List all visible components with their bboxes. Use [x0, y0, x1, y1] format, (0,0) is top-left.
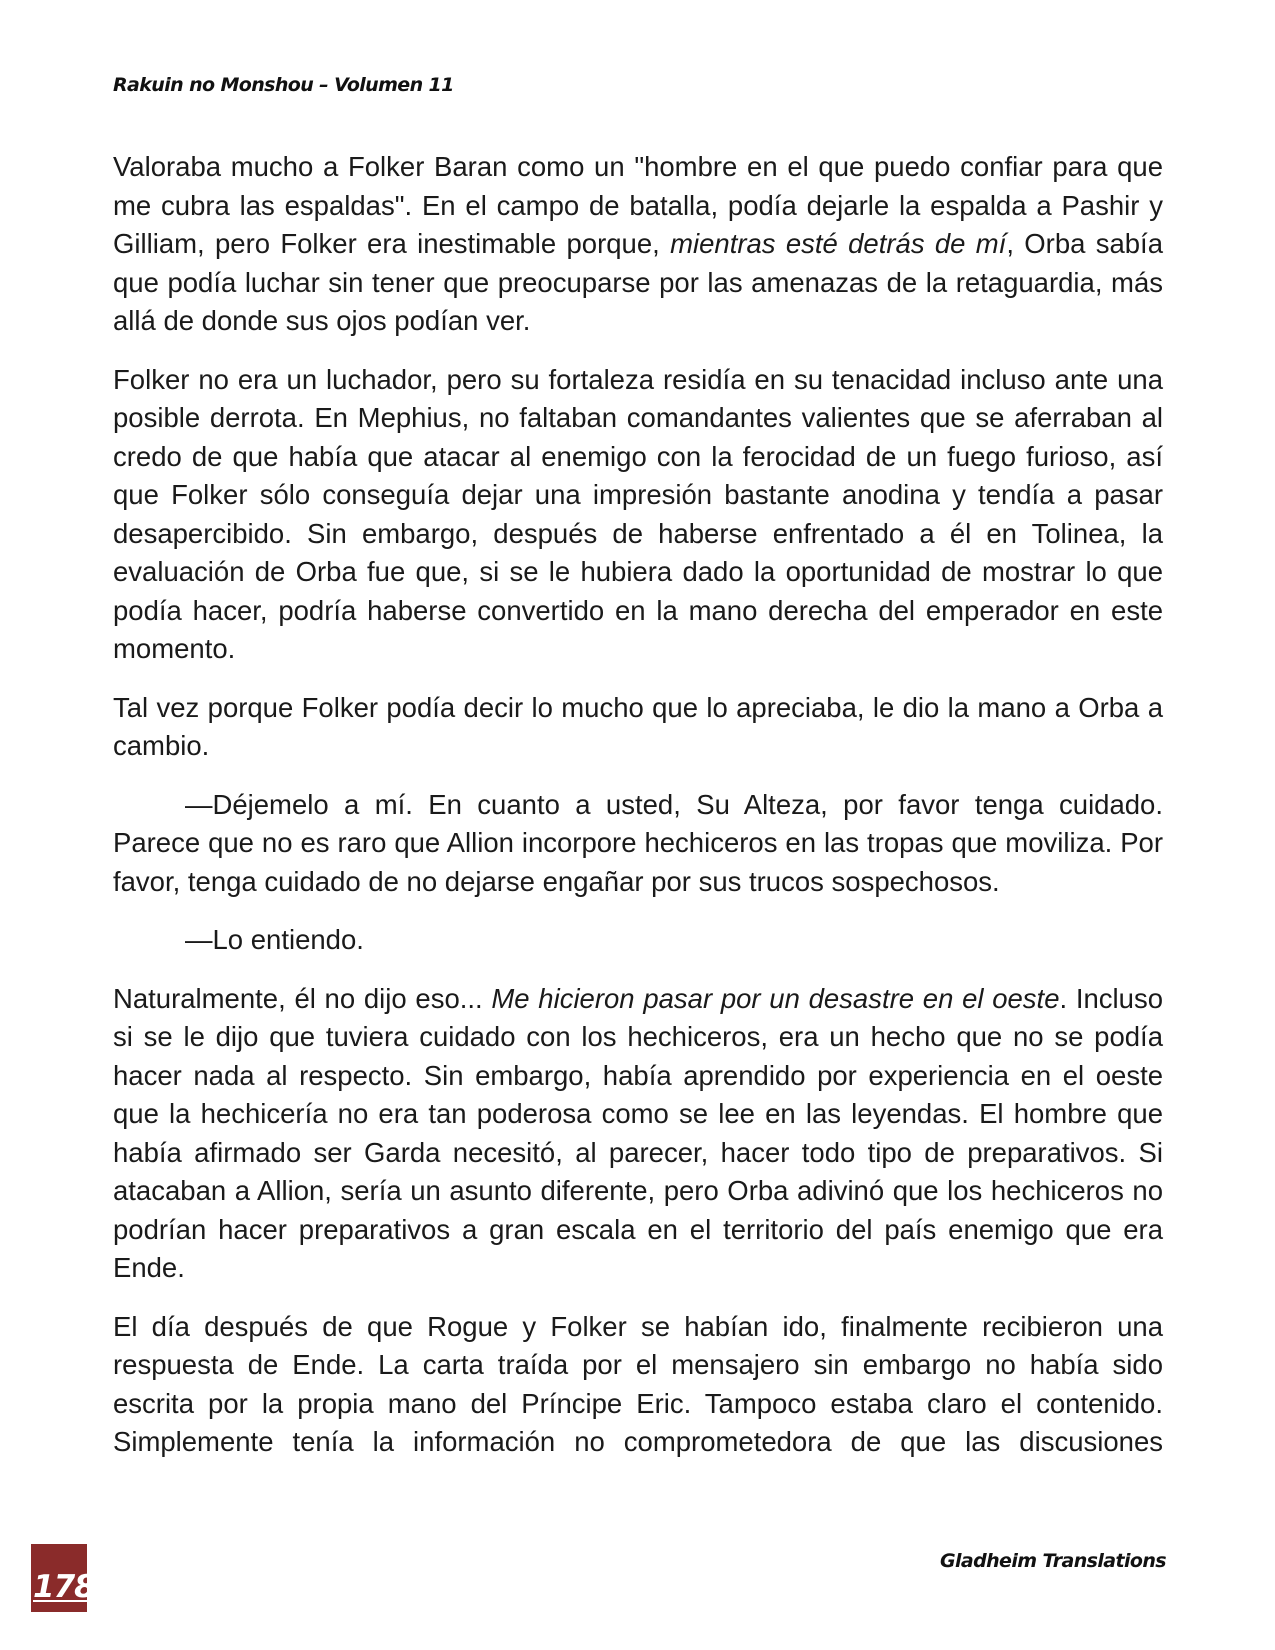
paragraph-1-text-b: , Orba sabía que podía luchar sin tener que preocuparse por las amenazas de la retaguardia, más allá de donde sus ojos podían ver. [113, 228, 1163, 336]
paragraph-1 [113, 148, 1163, 341]
paragraph-4-emphasis: Me hicieron pasar por un desastre en el oeste [491, 982, 1060, 1014]
page-body [113, 148, 1163, 1462]
dialogue-1: —Déjemelo a mí. En cuanto a usted, Su Alteza, por favor tenga cuidado. Parece que no es raro que Allion incorpore hechiceros en las tropas que moviliza. Por favor, tenga cuidado de no dejarse engañar por sus trucos sospechosos. [113, 788, 1163, 897]
paragraph-1-emphasis: mientras esté detrás de mí [670, 228, 1007, 259]
paragraph-3: Tal vez porque Folker podía decir lo mucho que lo apreciaba, le dio la mano a Orba a cambio. [113, 691, 1163, 761]
paragraph-4-text-a: Naturalmente, él no dijo eso... [113, 982, 492, 1014]
dialogue-2: —Lo entiendo. [185, 924, 364, 955]
paragraph-4-text-b: . Incluso si se le dijo que tuviera cuidado con los hechiceros, era un hecho que no se podía hacer nada al respecto. Sin embargo, había aprendido por experiencia en el oeste que la hechicería no era tan poderosa como se lee en las leyendas. El hombre que había afirmado ser Garda necesitó, al parecer, hacer todo tipo de preparativos. Si atacaban a Allion, sería un asunto diferente, pero Orba adivinó que los hechiceros no podrían hacer preparativos a gran escala en el territorio del país enemigo que era Ende. [113, 982, 1163, 1283]
footer-brand: Gladheim Translations [940, 1550, 1166, 1572]
running-header: Rakuin no Monshou – Volumen 11 [113, 74, 454, 96]
page-number: 178 [33, 1569, 95, 1605]
paragraph-5: El día después de que Rogue y Folker se habían ido, finalmente recibieron una respuesta de Ende. La carta traída por el mensajero sin embargo no había sido escrita por la propia mano del Príncipe Eric. Tampoco estaba claro el contenido. Simplemente tenía la información no comprometedora de que las discusiones [113, 1310, 1163, 1457]
paragraph-2: Folker no era un luchador, pero su fortaleza residía en su tenacidad incluso ante una posible derrota. En Mephius, no faltaban comandantes valientes que se aferraban al credo de que había que atacar al enemigo con la ferocidad de un fuego furioso, así que Folker sólo conseguía dejar una impresión bastante anodina y tendía a pasar desapercibido. Sin embargo, después de haberse enfrentado a él en Tolinea, la evaluación de Orba fue que, si se le hubiera dado la oportunidad de mostrar lo que podía hacer, podría haberse convertido en la mano derecha del emperador en este momento. [113, 363, 1163, 664]
paragraph-4 [113, 980, 1163, 1288]
paragraph-1-text-a: Valoraba mucho a Folker Baran como un "hombre en el que puedo confiar para que me cubra las espaldas". En el campo de batalla, podía dejarle la espalda a Pashir y Gilliam, pero Folker era inestimable porque, [113, 151, 1163, 259]
